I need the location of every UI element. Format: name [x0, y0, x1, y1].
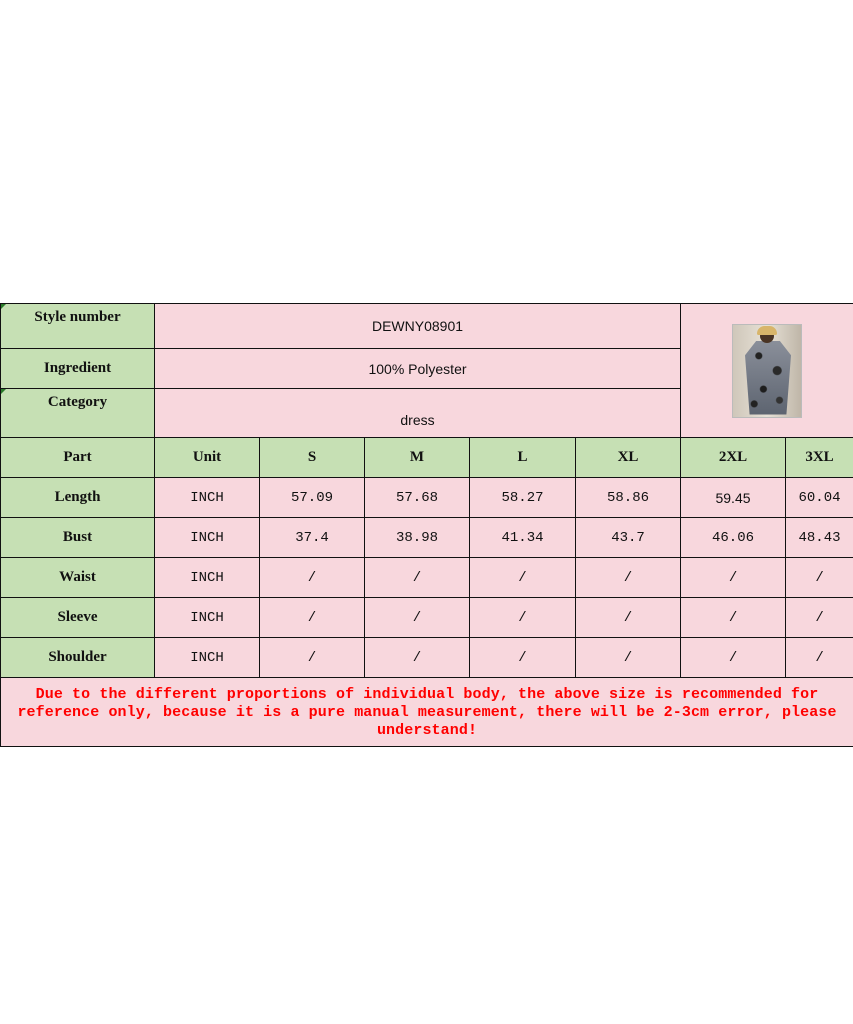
value-cell: 48.43	[786, 518, 853, 558]
value-cell: /	[786, 598, 853, 638]
ingredient-label: Ingredient	[1, 349, 155, 389]
value-cell: 46.06	[681, 518, 786, 558]
column-header-size-3xl: 3XL	[786, 438, 853, 478]
row-label-waist: Waist	[1, 558, 155, 598]
value-cell: 58.86	[576, 478, 681, 518]
column-header-row	[1, 438, 853, 478]
value-cell: 59.45	[681, 478, 786, 518]
value-cell: /	[786, 638, 853, 678]
table-row	[1, 478, 853, 518]
value-cell: /	[786, 558, 853, 598]
value-cell: /	[260, 558, 365, 598]
column-header-unit: Unit	[155, 438, 260, 478]
unit-cell: INCH	[155, 518, 260, 558]
value-cell: 60.04	[786, 478, 853, 518]
value-cell: /	[260, 598, 365, 638]
value-cell: /	[681, 638, 786, 678]
column-header-size-m: M	[365, 438, 470, 478]
column-header-part: Part	[1, 438, 155, 478]
value-cell: /	[576, 598, 681, 638]
value-cell: /	[576, 558, 681, 598]
row-label-sleeve: Sleeve	[1, 598, 155, 638]
row-label-shoulder: Shoulder	[1, 638, 155, 678]
unit-cell: INCH	[155, 638, 260, 678]
value-cell: /	[365, 598, 470, 638]
unit-cell: INCH	[155, 478, 260, 518]
row-label-bust: Bust	[1, 518, 155, 558]
value-cell: 57.09	[260, 478, 365, 518]
size-chart	[0, 303, 853, 747]
table-row	[1, 518, 853, 558]
column-header-size-s: S	[260, 438, 365, 478]
unit-cell: INCH	[155, 558, 260, 598]
product-photo	[732, 324, 802, 418]
category-label: Category	[1, 389, 155, 438]
table-row	[1, 598, 853, 638]
row-label-length: Length	[1, 478, 155, 518]
value-cell: /	[681, 598, 786, 638]
table-row	[1, 558, 853, 598]
value-cell: 37.4	[260, 518, 365, 558]
value-cell: /	[681, 558, 786, 598]
product-photo-cell	[681, 304, 853, 438]
value-cell: 58.27	[470, 478, 576, 518]
column-header-size-2xl: 2XL	[681, 438, 786, 478]
style-number-label: Style number	[1, 304, 155, 349]
value-cell: /	[260, 638, 365, 678]
style-number-row	[1, 304, 853, 349]
value-cell: /	[365, 638, 470, 678]
column-header-size-l: L	[470, 438, 576, 478]
value-cell: 57.68	[365, 478, 470, 518]
value-cell: /	[576, 638, 681, 678]
measurement-note: Due to the different proportions of individual body, the above size is recommended for reference only, because it is a pure manual measurement, there will be 2-3cm error, please understand!	[1, 678, 853, 747]
style-number-value: DEWNY08901	[155, 304, 681, 349]
note-row	[1, 678, 853, 747]
size-chart-table	[0, 303, 853, 747]
unit-cell: INCH	[155, 598, 260, 638]
value-cell: /	[470, 598, 576, 638]
value-cell: /	[470, 638, 576, 678]
column-header-size-xl: XL	[576, 438, 681, 478]
value-cell: 38.98	[365, 518, 470, 558]
value-cell: /	[365, 558, 470, 598]
value-cell: 41.34	[470, 518, 576, 558]
category-value: dress	[155, 389, 681, 438]
ingredient-value: 100% Polyester	[155, 349, 681, 389]
value-cell: /	[470, 558, 576, 598]
table-row	[1, 638, 853, 678]
value-cell: 43.7	[576, 518, 681, 558]
